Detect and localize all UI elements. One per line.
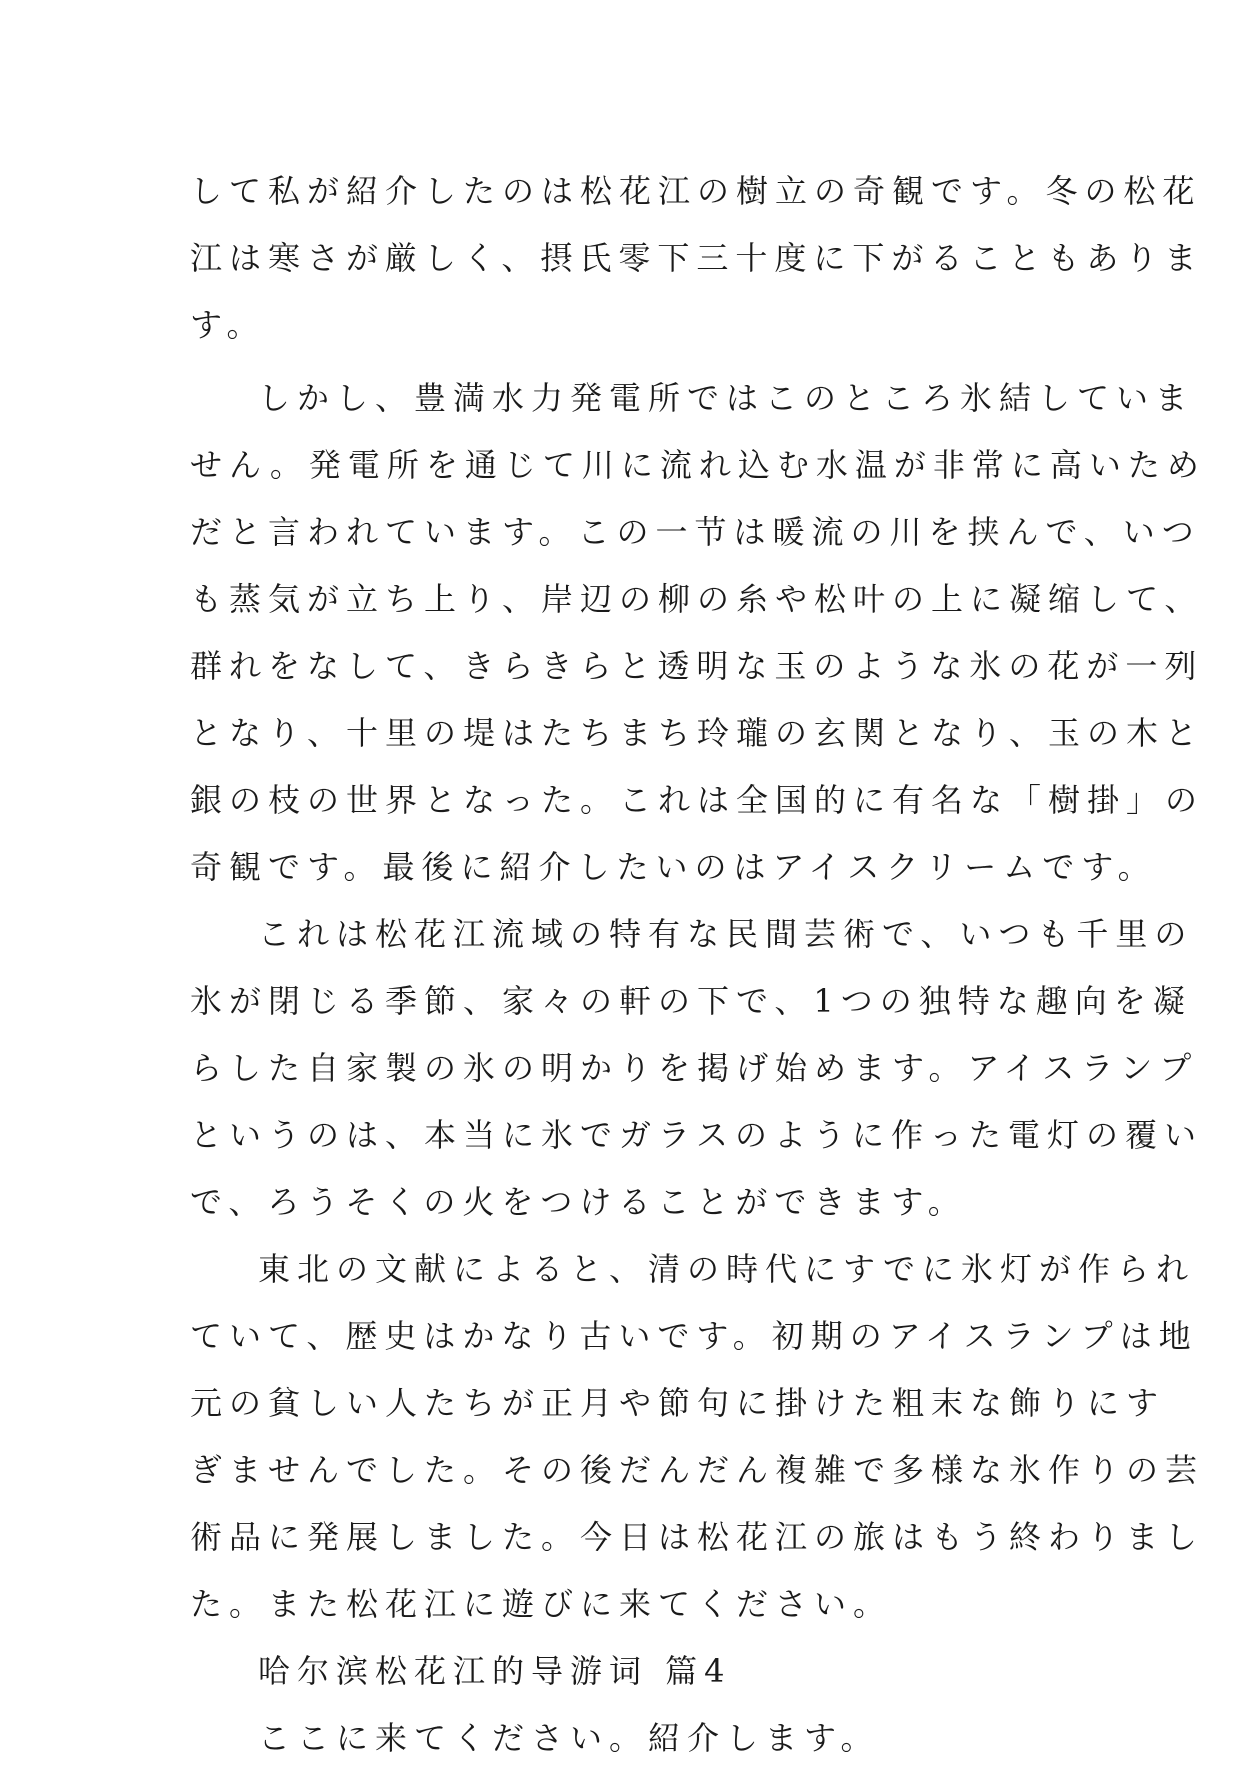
- text-line: これは松花江流域の特有な民間芸術で、いつも千里の: [258, 915, 1194, 953]
- text-line: 奇観です。最後に紹介したいのはアイスクリームです。: [190, 848, 1157, 886]
- text-line: も蒸気が立ち上り、岸辺の柳の糸や松叶の上に凝缩して、: [190, 580, 1204, 618]
- text-line: ここに来てください。紹介します。: [258, 1719, 880, 1757]
- text-line: ていて、歴史はかなり古いです。初期のアイスランプは地: [190, 1317, 1198, 1355]
- text-line: す。: [190, 306, 266, 344]
- section-heading: 哈尔滨松花江的导游词 篇4: [258, 1652, 732, 1690]
- text-line: た。また松花江に遊びに来てください。: [190, 1585, 893, 1623]
- text-line: らした自家製の氷の明かりを掲げ始めます。アイスランプ: [190, 1049, 1199, 1087]
- text-line: せん。発電所を通じて川に流れ込む水温が非常に高いため: [190, 446, 1206, 484]
- text-line: して私が紹介したのは松花江の樹立の奇観です。冬の松花: [190, 172, 1202, 210]
- text-line: で、ろうそくの火をつけることができます。: [190, 1183, 967, 1221]
- text-line: だと言われています。この一节は暖流の川を挟んで、いつ: [190, 513, 1201, 551]
- text-line: 元の貧しい人たちが正月や節句に掛けた粗末な飾りにす: [190, 1384, 1166, 1422]
- text-line: 氷が閉じる季節、家々の軒の下で、1つの独特な趣向を凝: [190, 982, 1192, 1020]
- text-line: ぎませんでした。その後だんだん複雑で多様な氷作りの芸: [190, 1451, 1205, 1489]
- text-line: となり、十里の堤はたちまち玲瓏の玄関となり、玉の木と: [190, 714, 1205, 752]
- text-line: 群れをなして、きらきらと透明な玉のような氷の花が一列: [190, 647, 1204, 685]
- text-line: 江は寒さが厳しく、摂氏零下三十度に下がることもありま: [190, 239, 1204, 277]
- document-body: [190, 158, 1206, 1772]
- text-line: しかし、豊満水力発電所ではこのところ氷結していま: [258, 379, 1195, 417]
- text-line: というのは、本当に氷でガラスのように作った電灯の覆い: [190, 1116, 1204, 1154]
- text-line: 銀の枝の世界となった。これは全国的に有名な「樹掛」の: [190, 781, 1205, 819]
- text-line: 東北の文献によると、清の時代にすでに氷灯が作られ: [258, 1250, 1195, 1288]
- text-line: 術品に発展しました。今日は松花江の旅はもう終わりまし: [190, 1518, 1205, 1556]
